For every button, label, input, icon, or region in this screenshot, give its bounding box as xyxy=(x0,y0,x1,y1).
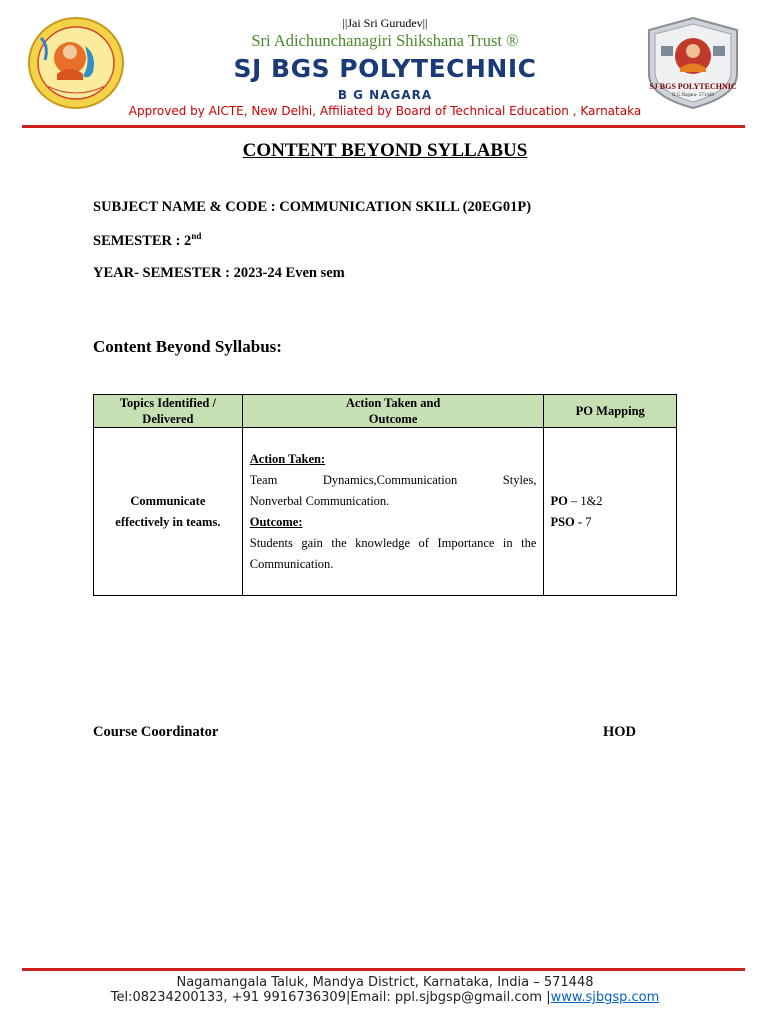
pso-value: 7 xyxy=(582,514,592,529)
document-title: CONTENT BEYOND SYLLABUS xyxy=(242,140,528,161)
approval-text: Approved by AICTE, New Delhi, Affiliated by Board of Technical Education , Karnataka xyxy=(128,104,642,118)
subject-line: SUBJECT NAME & CODE : COMMUNICATION SKILL (20EG01P) xyxy=(93,199,532,215)
course-coordinator-signature: Course Coordinator xyxy=(93,724,219,740)
outcome-label: Outcome: xyxy=(249,514,303,529)
trust-name: Sri Adichunchanagiri Shikshana Trust ® xyxy=(251,31,519,50)
semester-line xyxy=(93,231,201,250)
action-line1: Team Dynamics,Communication Styles, xyxy=(249,472,537,487)
footer-contact xyxy=(0,990,768,1005)
table-row xyxy=(94,428,677,596)
invocation-text: ||Jai Sri Gurudev|| xyxy=(342,16,428,30)
header-topics xyxy=(94,395,243,428)
po-mapping-cell xyxy=(544,428,677,596)
crest-label: SJ BGS POLYTECHNIC xyxy=(649,82,737,91)
po-value: – 1&2 xyxy=(567,493,603,508)
po-label: PO xyxy=(550,493,568,508)
semester-label: SEMESTER : 2 xyxy=(93,232,192,249)
section-heading: Content Beyond Syllabus: xyxy=(93,337,282,356)
trust-emblem-icon xyxy=(27,16,125,110)
header-action-line1: Action Taken and xyxy=(345,396,441,410)
footer-contact-text: Tel:08234200133, +91 9916736309|Email: ppl.sjbgsp@gmail.com | xyxy=(110,990,551,1005)
footer-address: Nagamangala Taluk, Mandya District, Karnataka, India – 571448 xyxy=(176,975,594,990)
action-taken-label: Action Taken: xyxy=(249,451,326,466)
action-line2: Nonverbal Communication. xyxy=(249,493,390,508)
crest-sublabel: B.G.Nagara- 571448 xyxy=(672,93,714,98)
year-semester-line: YEAR- SEMESTER : 2023-24 Even sem xyxy=(93,265,345,281)
header-rule xyxy=(22,125,745,128)
college-location: B G NAGARA xyxy=(337,88,433,102)
semester-superscript: nd xyxy=(191,231,202,241)
table-header-row xyxy=(94,395,677,428)
outcome-line1: Students gain the knowledge of Importance in the xyxy=(249,535,537,550)
college-name: SJ BGS POLYTECHNIC xyxy=(233,54,537,83)
topic-line1: Communicate xyxy=(130,493,206,508)
hod-signature: HOD xyxy=(603,724,637,740)
po-line xyxy=(550,491,676,512)
content-table xyxy=(93,394,677,596)
header-action xyxy=(242,395,544,428)
footer-rule xyxy=(22,968,745,971)
action-outcome-cell xyxy=(242,428,544,596)
outcome-line2: Communication. xyxy=(249,556,334,571)
pso-line xyxy=(550,512,676,533)
topic-line2: effectively in teams. xyxy=(115,514,221,529)
header-topics-line1: Topics Identified / xyxy=(119,396,216,410)
header-topics-line2: Delivered xyxy=(142,412,194,426)
header-po-mapping: PO Mapping xyxy=(544,395,677,428)
pso-label: PSO - xyxy=(550,514,583,529)
website-link[interactable]: www.sjbgsp.com xyxy=(550,990,660,1005)
header-action-line2: Outcome xyxy=(368,412,418,426)
topic-cell xyxy=(94,428,243,596)
